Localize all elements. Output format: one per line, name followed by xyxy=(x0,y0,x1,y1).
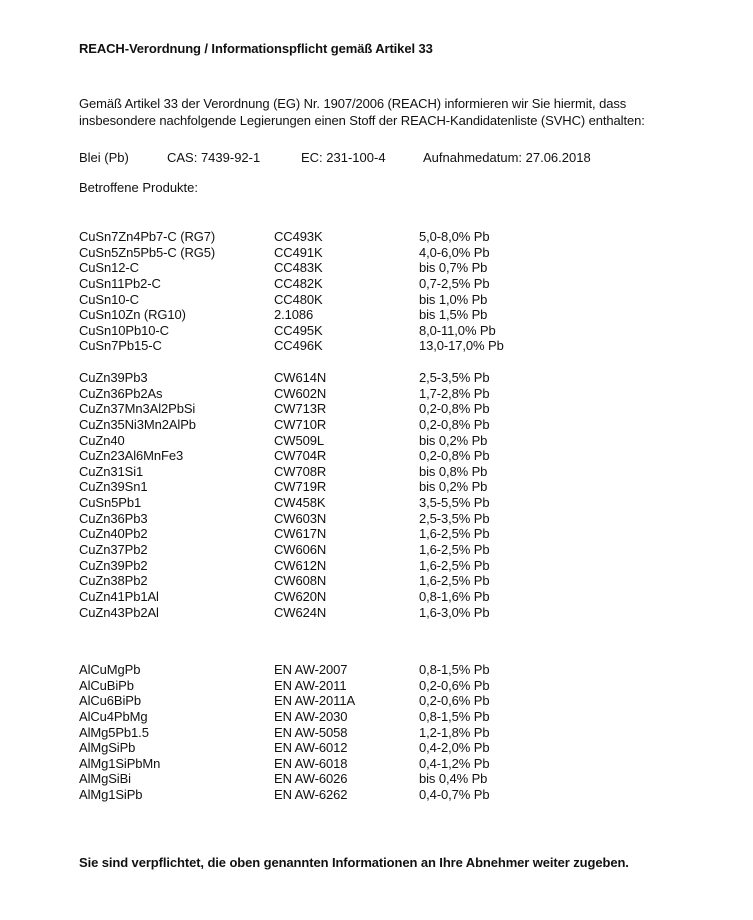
material-code: CC482K xyxy=(274,275,323,291)
product-row xyxy=(79,558,679,574)
product-row xyxy=(79,370,679,386)
product-row xyxy=(79,417,679,433)
lead-content: bis 1,5% Pb xyxy=(419,307,488,323)
product-row xyxy=(79,678,679,694)
alloy-name: CuZn39Sn1 xyxy=(79,479,148,495)
lead-content: 2,5-3,5% Pb xyxy=(419,370,490,385)
alloy-name: CuZn39Pb2 xyxy=(79,557,148,573)
lead-content: 0,7-2,5% Pb xyxy=(419,275,490,291)
material-code: CC491K xyxy=(274,244,323,260)
product-row xyxy=(79,276,679,292)
intro-paragraph xyxy=(79,95,719,129)
lead-content: bis 0,2% Pb xyxy=(419,479,488,495)
lead-content: 8,0-11,0% Pb xyxy=(419,322,496,338)
product-row xyxy=(79,245,679,261)
alloy-name: AlCu4PbMg xyxy=(79,708,148,724)
material-code: CW624N xyxy=(274,604,327,620)
lead-content: 4,0-6,0% Pb xyxy=(419,244,490,260)
lead-content: 1,6-2,5% Pb xyxy=(419,542,490,558)
lead-content: 13,0-17,0% Pb xyxy=(419,338,504,354)
substance-cas: CAS: 7439-92-1 xyxy=(167,150,261,165)
product-row xyxy=(79,323,679,339)
alloy-name: CuSn10Pb10-C xyxy=(79,322,169,338)
product-row xyxy=(79,338,679,354)
product-row xyxy=(79,386,679,402)
product-row xyxy=(79,433,679,449)
material-code: CW713R xyxy=(274,401,327,417)
material-code: CW620N xyxy=(274,588,327,604)
alloy-name: CuZn38Pb2 xyxy=(79,573,148,589)
alloy-name: CuZn41Pb1Al xyxy=(79,588,159,604)
material-code: CC495K xyxy=(274,322,323,338)
intro-line-1: Gemäß Artikel 33 der Verordnung (EG) Nr. 1907/2006 (REACH) informieren wir Sie hiermit, dass xyxy=(79,96,627,111)
material-code: CW708R xyxy=(274,463,327,479)
product-row xyxy=(79,479,679,495)
lead-content: 0,2-0,6% Pb xyxy=(419,693,490,709)
material-code: CW704R xyxy=(274,448,327,464)
product-row xyxy=(79,292,679,308)
material-code: EN AW-6018 xyxy=(274,755,348,771)
alloy-name: CuZn37Mn3Al2PbSi xyxy=(79,401,196,417)
alloy-name: CuSn11Pb2-C xyxy=(79,275,161,291)
product-row xyxy=(79,511,679,527)
material-code: CW602N xyxy=(274,385,327,401)
alloy-name: CuSn10-C xyxy=(79,291,139,307)
material-code: CW606N xyxy=(274,542,327,558)
material-code: EN AW-2011 xyxy=(274,677,347,693)
product-row xyxy=(79,307,679,323)
product-row xyxy=(79,787,679,803)
lead-content: 3,5-5,5% Pb xyxy=(419,495,490,511)
product-row xyxy=(79,464,679,480)
alloy-name: AlCu6BiPb xyxy=(79,693,141,709)
material-code: EN AW-6012 xyxy=(274,740,348,756)
material-code: CC483K xyxy=(274,260,323,276)
lead-content: 1,6-2,5% Pb xyxy=(419,526,490,542)
product-row xyxy=(79,709,679,725)
material-code: CW603N xyxy=(274,510,327,526)
material-code: CW617N xyxy=(274,526,327,542)
lead-content: 0,4-2,0% Pb xyxy=(419,740,490,756)
substance-date: Aufnahmedatum: 27.06.2018 xyxy=(423,150,591,165)
lead-content: bis 0,7% Pb xyxy=(419,260,488,276)
lead-content: bis 0,4% Pb xyxy=(419,771,488,787)
lead-content: 0,2-0,8% Pb xyxy=(419,401,490,417)
alloy-name: AlMgSiBi xyxy=(79,771,131,787)
lead-content: bis 0,8% Pb xyxy=(419,463,488,479)
alloy-name: AlMgSiPb xyxy=(79,740,136,756)
material-code: EN AW-6026 xyxy=(274,771,348,787)
product-row xyxy=(79,662,679,678)
alloy-name: AlMg5Pb1.5 xyxy=(79,724,149,740)
lead-content: bis 1,0% Pb xyxy=(419,291,488,307)
intro-line-2: insbesondere nachfolgende Legierungen einen Stoff der REACH-Kandidatenliste (SVHC) enthalten: xyxy=(79,113,645,128)
substance-ec: EC: 231-100-4 xyxy=(301,150,386,165)
lead-content: 1,6-3,0% Pb xyxy=(419,604,490,620)
material-code: CW509L xyxy=(274,432,324,448)
product-row xyxy=(79,448,679,464)
alloy-name: CuSn12-C xyxy=(79,260,139,276)
product-row xyxy=(79,605,679,621)
alloy-name: CuSn5Pb1 xyxy=(79,495,142,511)
lead-content: 0,2-0,6% Pb xyxy=(419,677,490,693)
product-group-brass xyxy=(79,370,679,620)
product-row xyxy=(79,725,679,741)
material-code: CC480K xyxy=(274,291,323,307)
alloy-name: CuZn40Pb2 xyxy=(79,526,148,542)
products-label: Betroffene Produkte: xyxy=(79,180,199,195)
material-code: EN AW-2011A xyxy=(274,693,356,709)
material-code: 2.1086 xyxy=(274,307,314,323)
material-code: CW719R xyxy=(274,479,327,495)
product-row xyxy=(79,771,679,787)
lead-content: 0,2-0,8% Pb xyxy=(419,416,490,432)
lead-content: 0,8-1,5% Pb xyxy=(419,708,490,724)
product-row xyxy=(79,260,679,276)
product-row xyxy=(79,693,679,709)
product-row xyxy=(79,740,679,756)
lead-content: 5,0-8,0% Pb xyxy=(419,229,490,244)
material-code: CC496K xyxy=(274,338,323,354)
alloy-name: AlCuMgPb xyxy=(79,662,141,677)
lead-content: bis 0,2% Pb xyxy=(419,432,488,448)
document-title: REACH-Verordnung / Informationspflicht gemäß Artikel 33 xyxy=(79,41,433,56)
alloy-name: CuZn36Pb3 xyxy=(79,510,148,526)
alloy-name: CuZn36Pb2As xyxy=(79,385,163,401)
alloy-name: CuZn31Si1 xyxy=(79,463,144,479)
product-group-aluminium xyxy=(79,662,679,803)
lead-content: 1,6-2,5% Pb xyxy=(419,557,490,573)
material-code: EN AW-2007 xyxy=(274,662,348,677)
alloy-name: CuZn43Pb2Al xyxy=(79,604,159,620)
substance-name: Blei (Pb) xyxy=(79,150,129,165)
alloy-name: CuSn7Pb15-C xyxy=(79,338,162,354)
product-row xyxy=(79,542,679,558)
product-row xyxy=(79,495,679,511)
alloy-name: AlMg1SiPb xyxy=(79,787,143,803)
material-code: CW608N xyxy=(274,573,327,589)
alloy-name: AlCuBiPb xyxy=(79,677,134,693)
product-row xyxy=(79,401,679,417)
product-row xyxy=(79,756,679,772)
material-code: CC493K xyxy=(274,229,323,244)
lead-content: 1,6-2,5% Pb xyxy=(419,573,490,589)
lead-content: 1,7-2,8% Pb xyxy=(419,385,490,401)
material-code: EN AW-2030 xyxy=(274,708,348,724)
alloy-name: CuSn7Zn4Pb7-C (RG7) xyxy=(79,229,216,244)
alloy-name: CuZn35Ni3Mn2AlPb xyxy=(79,416,196,432)
product-row xyxy=(79,229,679,245)
alloy-name: CuZn39Pb3 xyxy=(79,370,148,385)
alloy-name: CuZn23Al6MnFe3 xyxy=(79,448,184,464)
alloy-name: CuSn5Zn5Pb5-C (RG5) xyxy=(79,244,216,260)
material-code: CW710R xyxy=(274,416,327,432)
product-group-bronze xyxy=(79,229,679,354)
material-code: CW458K xyxy=(274,495,326,511)
product-row xyxy=(79,589,679,605)
lead-content: 0,4-1,2% Pb xyxy=(419,755,490,771)
material-code: CW614N xyxy=(274,370,327,385)
lead-content: 1,2-1,8% Pb xyxy=(419,724,490,740)
lead-content: 0,8-1,6% Pb xyxy=(419,588,490,604)
lead-content: 2,5-3,5% Pb xyxy=(419,510,490,526)
alloy-name: AlMg1SiPbMn xyxy=(79,755,161,771)
alloy-name: CuSn10Zn (RG10) xyxy=(79,307,186,323)
footer-note: Sie sind verpflichtet, die oben genannten Informationen an Ihre Abnehmer weiter zugeben. xyxy=(79,855,629,870)
material-code: EN AW-5058 xyxy=(274,724,348,740)
lead-content: 0,8-1,5% Pb xyxy=(419,662,490,677)
product-row xyxy=(79,573,679,589)
lead-content: 0,4-0,7% Pb xyxy=(419,787,490,803)
material-code: CW612N xyxy=(274,557,327,573)
alloy-name: CuZn40 xyxy=(79,432,125,448)
alloy-name: CuZn37Pb2 xyxy=(79,542,148,558)
product-row xyxy=(79,526,679,542)
lead-content: 0,2-0,8% Pb xyxy=(419,448,490,464)
material-code: EN AW-6262 xyxy=(274,787,348,803)
